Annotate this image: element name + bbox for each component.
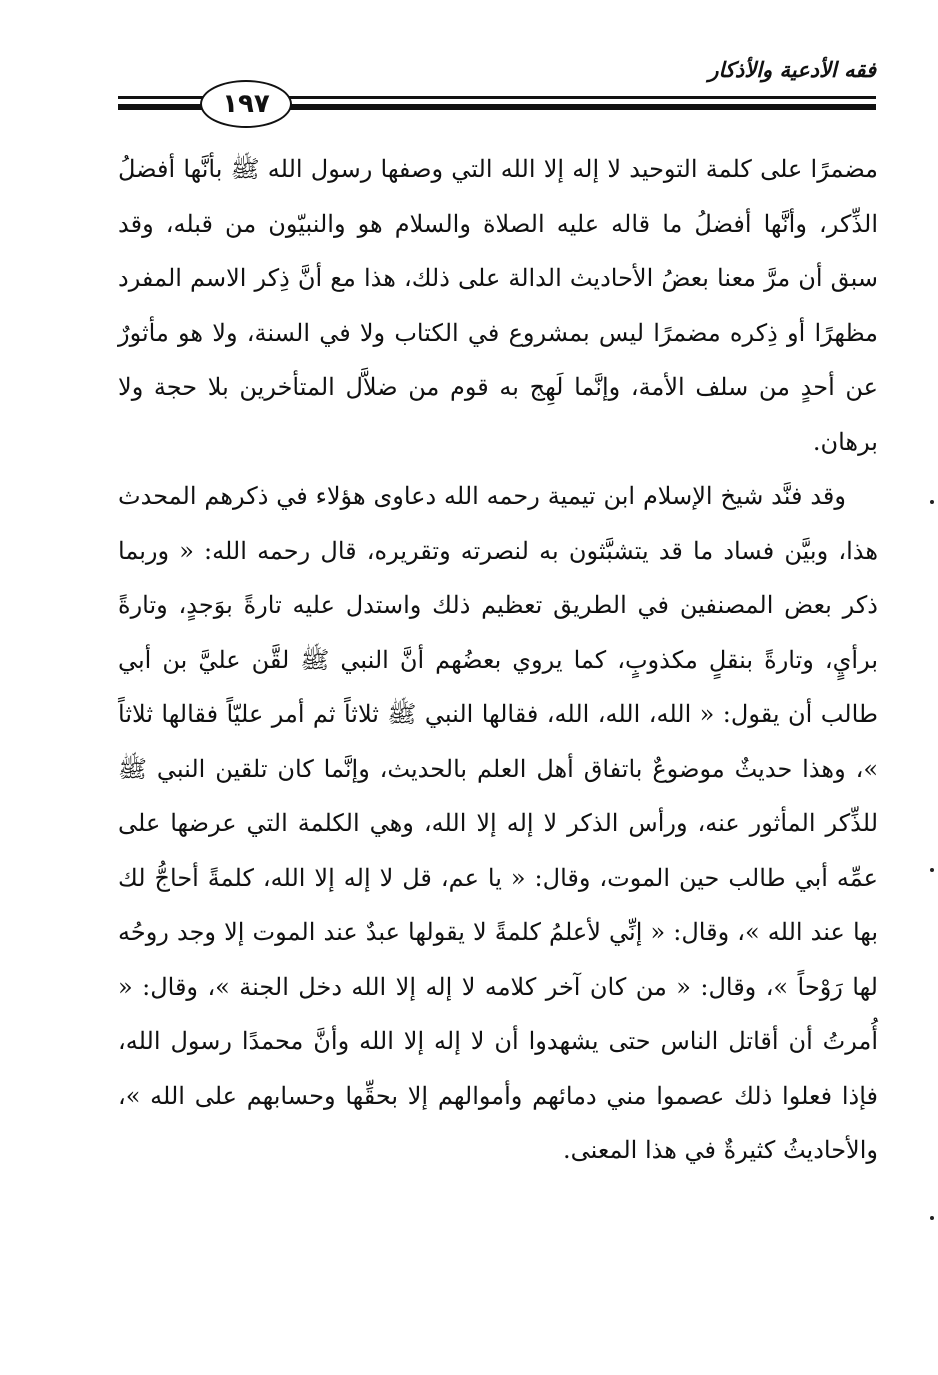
scan-speck <box>930 868 934 872</box>
page-number-badge <box>200 80 292 128</box>
paragraph-2: وقد فنَّد شيخ الإسلام ابن تيمية رحمه الله دعاوى هؤلاء في ذكرهم المحدث هذا، وبيَّن فساد ما قد يتشبَّثون به لنصرته وتقريره، قال رحمه الله: « وربما ذكر بعض المصنفين في الطريق تعظيم ذلك واستدل عليه تارةً بوَجدٍ، وتارةً برأيٍ، وتارةً بنقلٍ مكذوبٍ، كما يروي بعضُهم أنَّ النبي ﷺ لقَّن عليَّ بن أبي طالب أن يقول: « الله، الله، الله، فقالها النبي ﷺ ثلاثاً ثم أمر عليّاً فقالها ثلاثاً »، وهذا حديثٌ موضوعٌ باتفاق أهل العلم بالحديث، وإنَّما كان تلقين النبي ﷺ للذِّكر المأثور عنه، ورأس الذكر لا إله إلا الله، وهي الكلمة التي عرضها على عمِّه أبي طالب حين الموت، وقال: « يا عم، قل لا إله إلا الله، كلمةً أحاجُّ لك بها عند الله »، وقال: « إنِّي لأعلمُ كلمةً لا يقولها عبدٌ عند الموت إلا وجد روحُه لها رَوْحاً »، وقال: « من كان آخر كلامه لا إله إلا الله دخل الجنة »، وقال: « أُمرتُ أن أقاتل الناس حتى يشهدوا أن لا إله إلا الله وأنَّ محمدًا رسول الله، فإذا فعلوا ذلك عصموا مني دمائهم وأموالهم إلا بحقِّها وحسابهم على الله »، والأحاديثُ كثيرةٌ في هذا المعنى. <box>118 482 878 1164</box>
running-header-title: فقه الأدعية والأذكار <box>708 58 876 82</box>
scan-speck <box>930 1216 934 1220</box>
main-text <box>118 142 878 1178</box>
page-number: ١٩٧ <box>222 89 270 119</box>
paragraph-1: مضمرًا على كلمة التوحيد لا إله إلا الله التي وصفها رسول الله ﷺ بأنَّها أفضلُ الذِّكر، وأنَّها أفضلُ ما قاله عليه الصلاة والسلام هو والنبيّون من قبله، وقد سبق أن مرَّ معنا بعضُ الأحاديث الدالة على ذلك، هذا مع أنَّ ذِكر الاسم المفرد مظهرًا أو ذِكره مضمرًا ليس بمشروع في الكتاب ولا في السنة، ولا هو مأثورٌ عن أحدٍ من سلف الأمة، وإنَّما لَهِج به قوم من ضلاَّل المتأخرين بلا حجة ولا برهان. <box>118 155 878 456</box>
scan-speck <box>930 500 934 504</box>
